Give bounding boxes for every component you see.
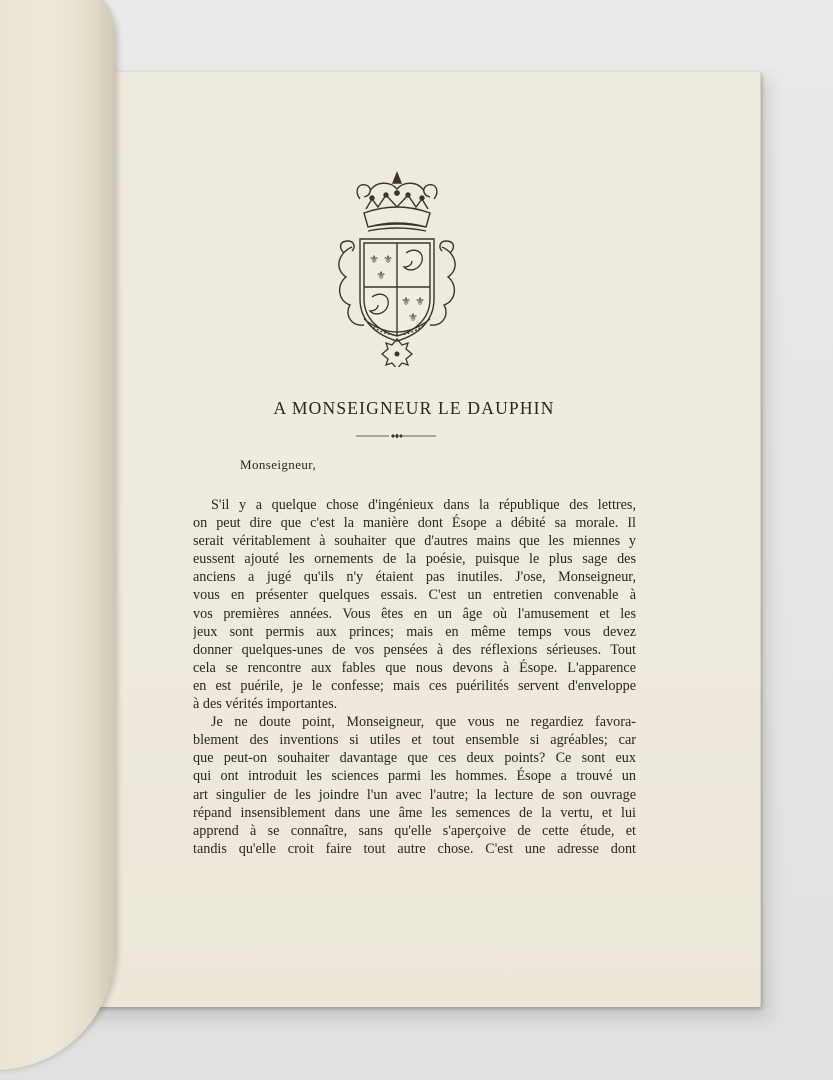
text-line: anciens a jugé qu'ils n'y étaient pas inutiles. J'ose, Monseigneur,: [193, 569, 636, 586]
text-line: tandis qu'elle croit faire tout autre chose. C'est une adresse dont: [193, 840, 636, 857]
text-line: Je ne doute point, Monseigneur, que vous ne regardiez favora-: [211, 714, 636, 731]
text-line: que peut-on souhaiter davantage que ces deux points? Ce sont eux: [193, 750, 636, 767]
letter-body: [193, 496, 636, 858]
text-line: art singulier de les joindre l'un avec l'autre; la lecture de son ouvrage: [193, 786, 636, 803]
text-line: répand insensiblement dans une âme les semences de la vertu, et lui: [193, 804, 636, 821]
text-line: cela se rencontre aux fables que nous devons à Ésope. L'apparence: [193, 659, 636, 676]
text-line: donner quelques-unes de vos pensées à des réflexions sérieuses. Tout: [193, 641, 636, 658]
dedication-title: A MONSEIGNEUR LE DAUPHIN: [273, 398, 555, 418]
svg-text:⚜: ⚜: [383, 253, 393, 266]
svg-text:⚜: ⚜: [408, 311, 418, 324]
text-line: vous en présenter quelques essais. C'est un entretien convenable à: [193, 587, 636, 604]
text-line: qui ont introduit les sciences parmi les hommes. Ésope a trouvé un: [193, 768, 636, 785]
text-line: apprend à se connaître, sans qu'elle s'aperçoive de cette étude, et: [193, 822, 636, 839]
text-line: à des vérités importantes.: [193, 696, 338, 713]
salutation: Monseigneur,: [240, 457, 317, 472]
svg-text:⚜: ⚜: [401, 295, 411, 308]
book-page: [68, 72, 761, 1007]
text-line: vos premières années. Vous êtes en un âge où l'amusement et les: [193, 605, 636, 622]
text-line: on peut dire que c'est la manière dont Ésope a débité sa morale. Il: [193, 515, 636, 532]
svg-text:⚜: ⚜: [415, 295, 425, 308]
text-line: eussent ajouté les ornements de la poésie, puisque le plus sage des: [193, 551, 636, 568]
text-line: S'il y a quelque chose d'ingénieux dans la république des lettres,: [211, 497, 636, 513]
ornamental-rule-icon: [356, 433, 436, 439]
text-line: jeux sont permis aux princes; mais en même temps vous devez: [193, 623, 636, 640]
svg-text:⚜: ⚜: [369, 253, 379, 266]
royal-coat-of-arms-icon: [330, 169, 464, 367]
text-line: blement des inventions si utiles et tout ensemble si agréables; car: [193, 732, 636, 749]
svg-text:⚜: ⚜: [376, 269, 386, 282]
text-line: serait véritablement à souhaiter que d'autres mains que les miennes y: [193, 533, 636, 550]
text-line: en est puérile, je le confesse; mais ces puérilités servent d'enveloppe: [193, 677, 636, 694]
facing-page-edge: [0, 0, 115, 1070]
